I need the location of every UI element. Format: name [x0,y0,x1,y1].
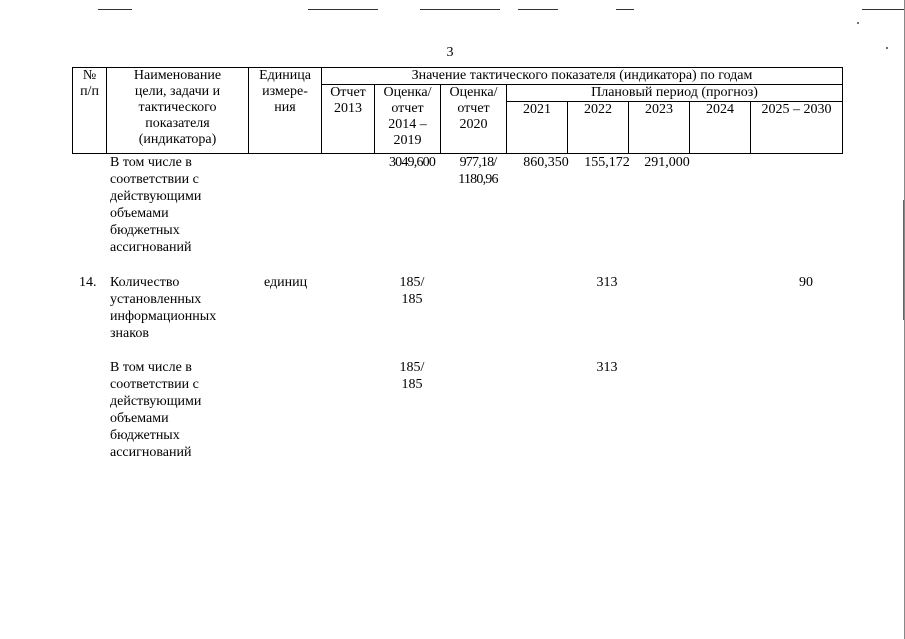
header-unit-col: Единица измере- ния [249,68,322,154]
header-col-2025-2030: 2025 – 2030 [751,102,843,154]
scan-artifact-dot [857,22,859,24]
row-14-value-2014-2019: 185/ 185 [399,275,425,307]
row-subtotal-name: В том числе в соответствии с действующими объемами бюджетных ассигнований [110,155,202,255]
row-subtotal-value-2014-2019: 3049,600 [388,155,436,170]
scan-artifact-line [420,9,500,10]
row-14-subtotal-name: В том числе в соответствии с действующими объемами бюджетных ассигнований [110,360,202,460]
row-14-subtotal-value-2022: 313 [596,360,618,375]
header-plan-group: Плановый период (прогноз) [507,85,843,102]
scan-artifact-line [308,9,378,10]
page-number: 3 [446,45,454,60]
scan-artifact-line [862,9,905,10]
header-col-2013: Отчет 2013 [322,85,375,154]
scan-artifact-dot [886,47,888,49]
row-14-value-2025-2030: 90 [799,275,813,290]
header-col-2024: 2024 [690,102,751,154]
indicator-table-header [72,67,843,154]
row-14-unit: единиц [263,275,308,290]
row-subtotal-value-2021: 860,350 [523,155,569,170]
row-subtotal-value-2022: 155,172 [584,155,630,170]
scan-artifact-line [98,9,132,10]
header-col-2022: 2022 [568,102,629,154]
header-col-2021: 2021 [507,102,568,154]
header-col-2023: 2023 [629,102,690,154]
row-14-number: 14. [79,275,97,290]
header-number-col: № п/п [73,68,107,154]
scan-artifact-line [616,9,634,10]
header-col-2014-2019: Оценка/ отчет 2014 – 2019 [375,85,441,154]
row-subtotal-value-2023: 291,000 [644,155,690,170]
header-name-col: Наименование цели, задачи и тактического показателя (индикатора) [107,68,249,154]
row-14-subtotal-value-2014-2019: 185/ 185 [399,360,425,392]
header-values-group: Значение тактического показателя (индикатора) по годам [322,68,843,85]
row-subtotal-value-2020: 977,18/ 1180,96 [458,155,498,187]
scan-artifact-line [518,9,558,10]
header-col-2020: Оценка/ отчет 2020 [441,85,507,154]
row-14-value-2022: 313 [596,275,618,290]
scan-artifact-edge [903,200,904,320]
row-14-name: Количество установленных информационных знаков [110,275,217,341]
